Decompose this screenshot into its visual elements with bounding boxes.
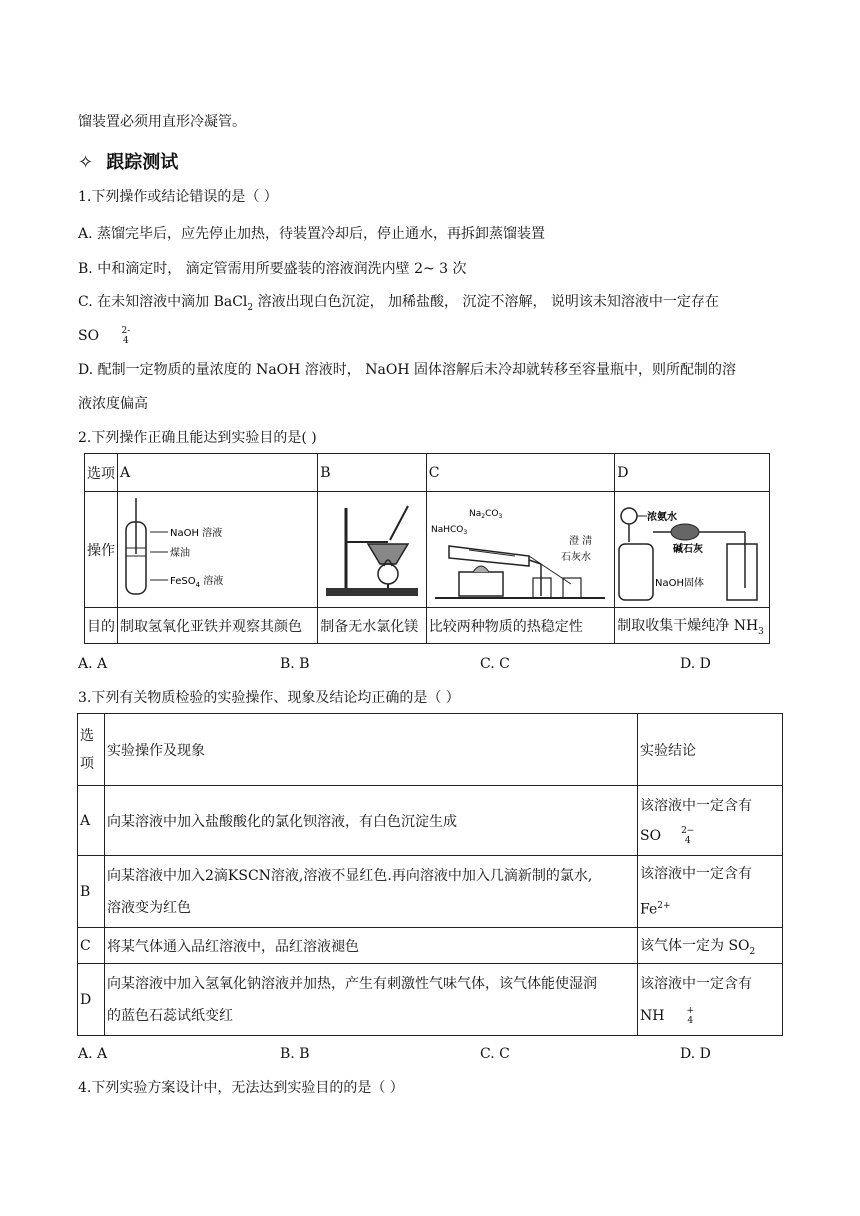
q3-table [77,713,783,1036]
q3-row-d-operation [105,964,638,1036]
label-naoh-solution: NaOH 溶液 [170,527,223,539]
q1-option-c [78,292,719,318]
q1-option-b: B. 中和滴定时， 滴定管需用所要盛装的溶液润洗内壁 2~ 3 次 [78,261,467,277]
q3-row-d-charge: + [686,1005,695,1016]
sparkle-icon: ✧ [78,152,94,173]
q1-c-ion: SO [78,328,100,344]
q2-header-c: C [426,454,615,492]
q1-c-ion-fraction [122,326,131,346]
q3-row-d-option: D [78,964,105,1036]
q3-row-a-conc-text: 该溶液中一定含有 [640,797,752,814]
q3-row-a-ion-fraction [681,826,694,846]
q2-header-d: D [615,454,770,492]
q3-header-operation: 实验操作及现象 [105,714,638,786]
q2-goal-label: 目的 [85,608,118,644]
q2-goal-d [615,608,770,644]
q2-table [84,453,770,644]
q3-header-option [78,714,105,786]
section-heading [78,148,178,174]
label-clear: 澄 清 [568,535,592,547]
q3-header-option-top: 选 [80,727,94,744]
q2-diagram-c-cell [426,492,615,608]
q2-option-d: D. D [680,656,711,672]
q2-header-a: A [118,454,318,492]
label-conc-ammonia: 浓氨水 [647,511,678,523]
q3-row-b-operation [105,856,638,928]
q3-row-d-index: 4 [687,1015,694,1026]
q2-goal-c: 比较两种物质的热稳定性 [426,608,615,644]
q3-row-a-ion: SO [640,827,662,844]
q2-goal-a: 制取氢氧化亚铁并观察其颜色 [118,608,318,644]
thermal-stability-diagram [429,494,609,606]
q3-option-c: C. C [480,1046,510,1062]
label-soda-lime: 碱石灰 [673,543,704,555]
q1-option-d: D. 配制一定物质的量浓度的 NaOH 溶液时， NaOH 固体溶解后未冷却就转移至容量瓶中，则所配制的溶 [78,362,736,378]
q2-diagram-d-cell [615,492,770,608]
label-limewater: 石灰水 [560,551,591,563]
q2-option-b: B. B [280,656,310,672]
q2-option-c: C. C [480,656,510,672]
q2-goal-d-sub: 3 [758,626,764,637]
q3-options [78,1044,778,1064]
q3-row-d-ion-fraction [686,1006,694,1026]
heating-stand-diagram [320,494,420,606]
q3-row-c-sub: 2 [749,946,756,957]
q3-row-c-conclusion [638,928,783,964]
q3-row-a-index: 4 [684,835,691,846]
q3-row-b-charge: 2+ [657,900,671,911]
q2-goal-d-text: 制取收集干燥纯净 NH [617,617,759,634]
q1-option-a: A. 蒸馏完毕后，应先停止加热，待装置冷却后，停止通水，再拆卸蒸馏装置 [78,226,546,242]
q3-option-a: A. A [78,1046,108,1062]
intro-line: 馏装置必须用直形冷凝管。 [78,114,246,130]
q3-header-conclusion: 实验结论 [638,714,783,786]
q3-row-a-conclusion [638,786,783,856]
q2-diagram-a-cell [118,492,318,608]
q3-row-c-option: C [78,928,105,964]
q1-c-ion-charge: 2- [121,326,131,336]
test-tube-diagram [120,494,310,606]
label-naoh-solid: NaOH固体 [655,577,705,589]
q1-c-sub: 2 [247,302,254,313]
q4-stem: 4.下列实验方案设计中，无法达到实验目的的是（ ） [78,1080,404,1096]
q3-option-d: D. D [680,1046,711,1062]
q2-op-label: 操作 [85,492,118,608]
q3-row-b-ion: Fe [640,901,658,918]
q3-row-b-conclusion [638,856,783,928]
q2-goal-b: 制备无水氯化镁 [318,608,427,644]
label-na2co3: $Na_2CO_3$ [468,508,503,520]
q3-option-b: B. B [280,1046,310,1062]
q1-option-d-cont: 液浓度偏高 [78,396,148,412]
q3-row-b-op-line2: 溶液变为红色 [107,899,191,916]
q1-c-text: C. 在未知溶液中滴加 BaCl [78,294,248,310]
q3-row-b-op-line1: 向某溶液中加入2滴KSCN溶液,溶液不显红色.再向溶液中加入几滴新制的氯水, [107,867,593,884]
q3-row-b-conc-text: 该溶液中一定含有 [640,865,752,882]
ammonia-collection-diagram [617,494,765,606]
q1-c-rest: 溶液出现白色沉淀， 加稀盐酸， 沉淀不溶解， 说明该未知溶液中一定存在 [253,294,719,310]
q1-option-c-cont [78,326,130,346]
q3-header-option-bottom: 项 [80,755,94,772]
q3-row-c-operation: 将某气体通入品红溶液中，品红溶液褪色 [105,928,638,964]
q2-option-a: A. A [78,656,108,672]
q3-row-a-charge: 2− [681,825,695,836]
q2-diagram-b-cell [318,492,427,608]
q2-header-b: B [318,454,427,492]
section-title: 跟踪测试 [106,152,179,173]
q2-options [78,654,778,674]
q1-stem: 1.下列操作或结论错误的是（ ） [78,189,278,205]
q3-row-d-op-line2: 的蓝色石蕊试纸变红 [107,1007,233,1024]
q3-row-b-option: B [78,856,105,928]
label-nahco3: NaHCO$_3$ [430,524,467,536]
q3-row-d-conclusion [638,964,783,1036]
q3-row-a-option: A [78,786,105,856]
q2-header-label: 选项 [85,454,118,492]
q1-c-ion-index: 4 [123,336,129,346]
q3-stem: 3.下列有关物质检验的实验操作、现象及结论均正确的是（ ） [78,690,460,706]
q3-row-a-operation: 向某溶液中加入盐酸酸化的氯化钡溶液，有白色沉淀生成 [105,786,638,856]
label-kerosene: 煤油 [170,547,190,559]
q3-row-d-ion: NH [640,1007,665,1024]
q3-row-d-conc-text: 该溶液中一定含有 [640,975,752,992]
q3-row-d-op-line1: 向某溶液中加入氢氧化钠溶液并加热，产生有刺激性气味气体，该气体能使湿润 [107,975,597,992]
label-feso4-solution: FeSO$_4$ 溶液 [170,575,224,589]
q2-stem: 2.下列操作正确且能达到实验目的是( ) [78,430,317,446]
q3-row-c-conc-text: 该气体一定为 SO [640,937,750,954]
